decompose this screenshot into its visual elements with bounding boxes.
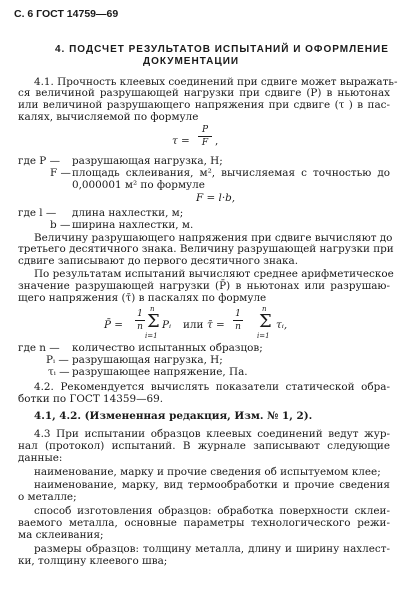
formula3-sum1-lower: i=1 [145, 332, 158, 340]
p41-line4: калях, вычисляемой по формуле [18, 111, 199, 123]
where3-sym-ti: τᵢ — [48, 366, 70, 378]
formula1-fraction [198, 125, 212, 148]
where3-sym-Pi: Pᵢ — [46, 354, 69, 366]
list-item-4-line1: размеры образцов: толщину металла, длину и ширину нахлест- [34, 543, 390, 555]
formula3-fraction2 [233, 309, 243, 332]
formula3-term1: Pᵢ [162, 319, 172, 331]
p-value-line3: сдвиге записывают до первого десятичного знака. [18, 255, 299, 267]
list-item-2-line2: о металле; [18, 491, 77, 503]
p42-line1: 4.2. Рекомендуется вычислять показатели статической обра- [34, 381, 390, 393]
where3-sym-n: где n — [18, 342, 60, 354]
fraction-bar [233, 320, 243, 321]
section-heading-line1: 4. ПОДСЧЕТ РЕЗУЛЬТАТОВ ИСПЫТАНИЙ И ОФОРМЛЕНИЕ [55, 44, 389, 55]
formula3-fraction1 [135, 309, 145, 332]
formula3-sum1-upper: n [150, 305, 155, 313]
p42-line2: ботки по ГОСТ 14359—69. [18, 393, 164, 405]
section-heading-line2: ДОКУМЕНТАЦИИ [143, 56, 240, 67]
p-results-line3: щего напряжения (τ̄) в паскалях по формуле [18, 292, 267, 304]
formula1-tail: , [215, 135, 219, 147]
p41-line2: ся величиной разрушающей нагрузки при сдвиге (P) в ньютонах [18, 87, 390, 99]
formula3-sum2-sigma: Σ [259, 311, 272, 332]
where2-sym-b: b — [50, 219, 71, 231]
page-header: С. 6 ГОСТ 14759—69 [14, 8, 119, 20]
fraction-bar [198, 136, 212, 137]
formula3-frac2-num: 1 [235, 309, 241, 319]
where1-sym-F: F — [50, 167, 71, 179]
formula3-or: или [183, 319, 204, 331]
formula3-lhs1: P̄ = [104, 319, 124, 331]
where1-text-F: площадь склеивания, м², вычисляемая с точностью до [72, 167, 390, 179]
p43-line1: 4.3 При испытании образцов клеевых соединений ведут жур- [34, 428, 390, 440]
p-value-line1: Величину разрушающего напряжения при сдвиге вычисляют до [34, 232, 393, 244]
where2-sym-l: где l — [18, 207, 57, 219]
list-item-3-line1: способ изготовления образцов: обработка поверхности склеи- [34, 505, 390, 517]
where2-text-l: длина нахлестки, м; [72, 207, 184, 219]
formula3-frac1-den: n [137, 322, 143, 332]
p-results-line1: По результатам испытаний вычисляют среднее арифметическое [34, 268, 394, 280]
p43-line2: нал (протокол) испытаний. В журнале записывают следующие [18, 440, 390, 452]
p41-line1: 4.1. Прочность клеевых соединений при сдвиге может выражать- [34, 76, 398, 88]
formula3-frac2-den: n [235, 322, 241, 332]
where3-text-Pi: разрушающая нагрузка, Н; [72, 354, 223, 366]
formula3-sum2-lower: i=1 [257, 332, 270, 340]
formula1-denominator: F [201, 138, 209, 148]
p-value-line2: третьего десятичного знака. Величину разрушающей нагрузки при [18, 243, 394, 255]
formula3-term2: τᵢ, [276, 319, 288, 331]
formula1-numerator: P [201, 125, 209, 135]
p43-line3: данные: [18, 452, 63, 464]
list-item-4-line2: ки, толщину клеевого шва; [18, 555, 168, 567]
list-item-1: наименование, марку и прочие сведения об испытуемом клее; [34, 466, 381, 478]
where3-text-ti: разрушающее напряжение, Па. [72, 366, 248, 378]
formula3-frac1-num: 1 [137, 309, 143, 319]
amendment-note: 4.1, 4.2. (Измененная редакция, Изм. № 1, 2). [34, 410, 313, 422]
list-item-2-line1: наименование, марку, вид термообработки и прочие сведения [34, 479, 390, 491]
p-results-line2: значение разрушающей нагрузки (P̄) в ньютонах или разрушаю- [18, 280, 390, 292]
fraction-bar [135, 320, 145, 321]
formula3-sum1-sigma: Σ [147, 311, 160, 332]
list-item-3-line3: ма склеивания; [18, 529, 104, 541]
list-item-3-line2: ваемого металла, основные параметры технологического режи- [18, 517, 390, 529]
where1-text-F-cont: 0,000001 м² по формуле [72, 179, 205, 191]
where3-text-n: количество испытанных образцов; [72, 342, 263, 354]
where1-sym-P: где P — [18, 155, 60, 167]
p41-line3: или величиной разрушающего напряжения при сдвиге (τ ) в пас- [18, 99, 390, 111]
where1-text-P: разрушающая нагрузка, Н; [72, 155, 223, 167]
formula3-sum2-upper: n [262, 305, 267, 313]
formula3-lhs2: τ̄ = [207, 319, 225, 331]
formula2: F = l·b, [196, 192, 236, 204]
formula1-lhs: τ = [172, 135, 190, 147]
where2-text-b: ширина нахлестки, м. [72, 219, 194, 231]
